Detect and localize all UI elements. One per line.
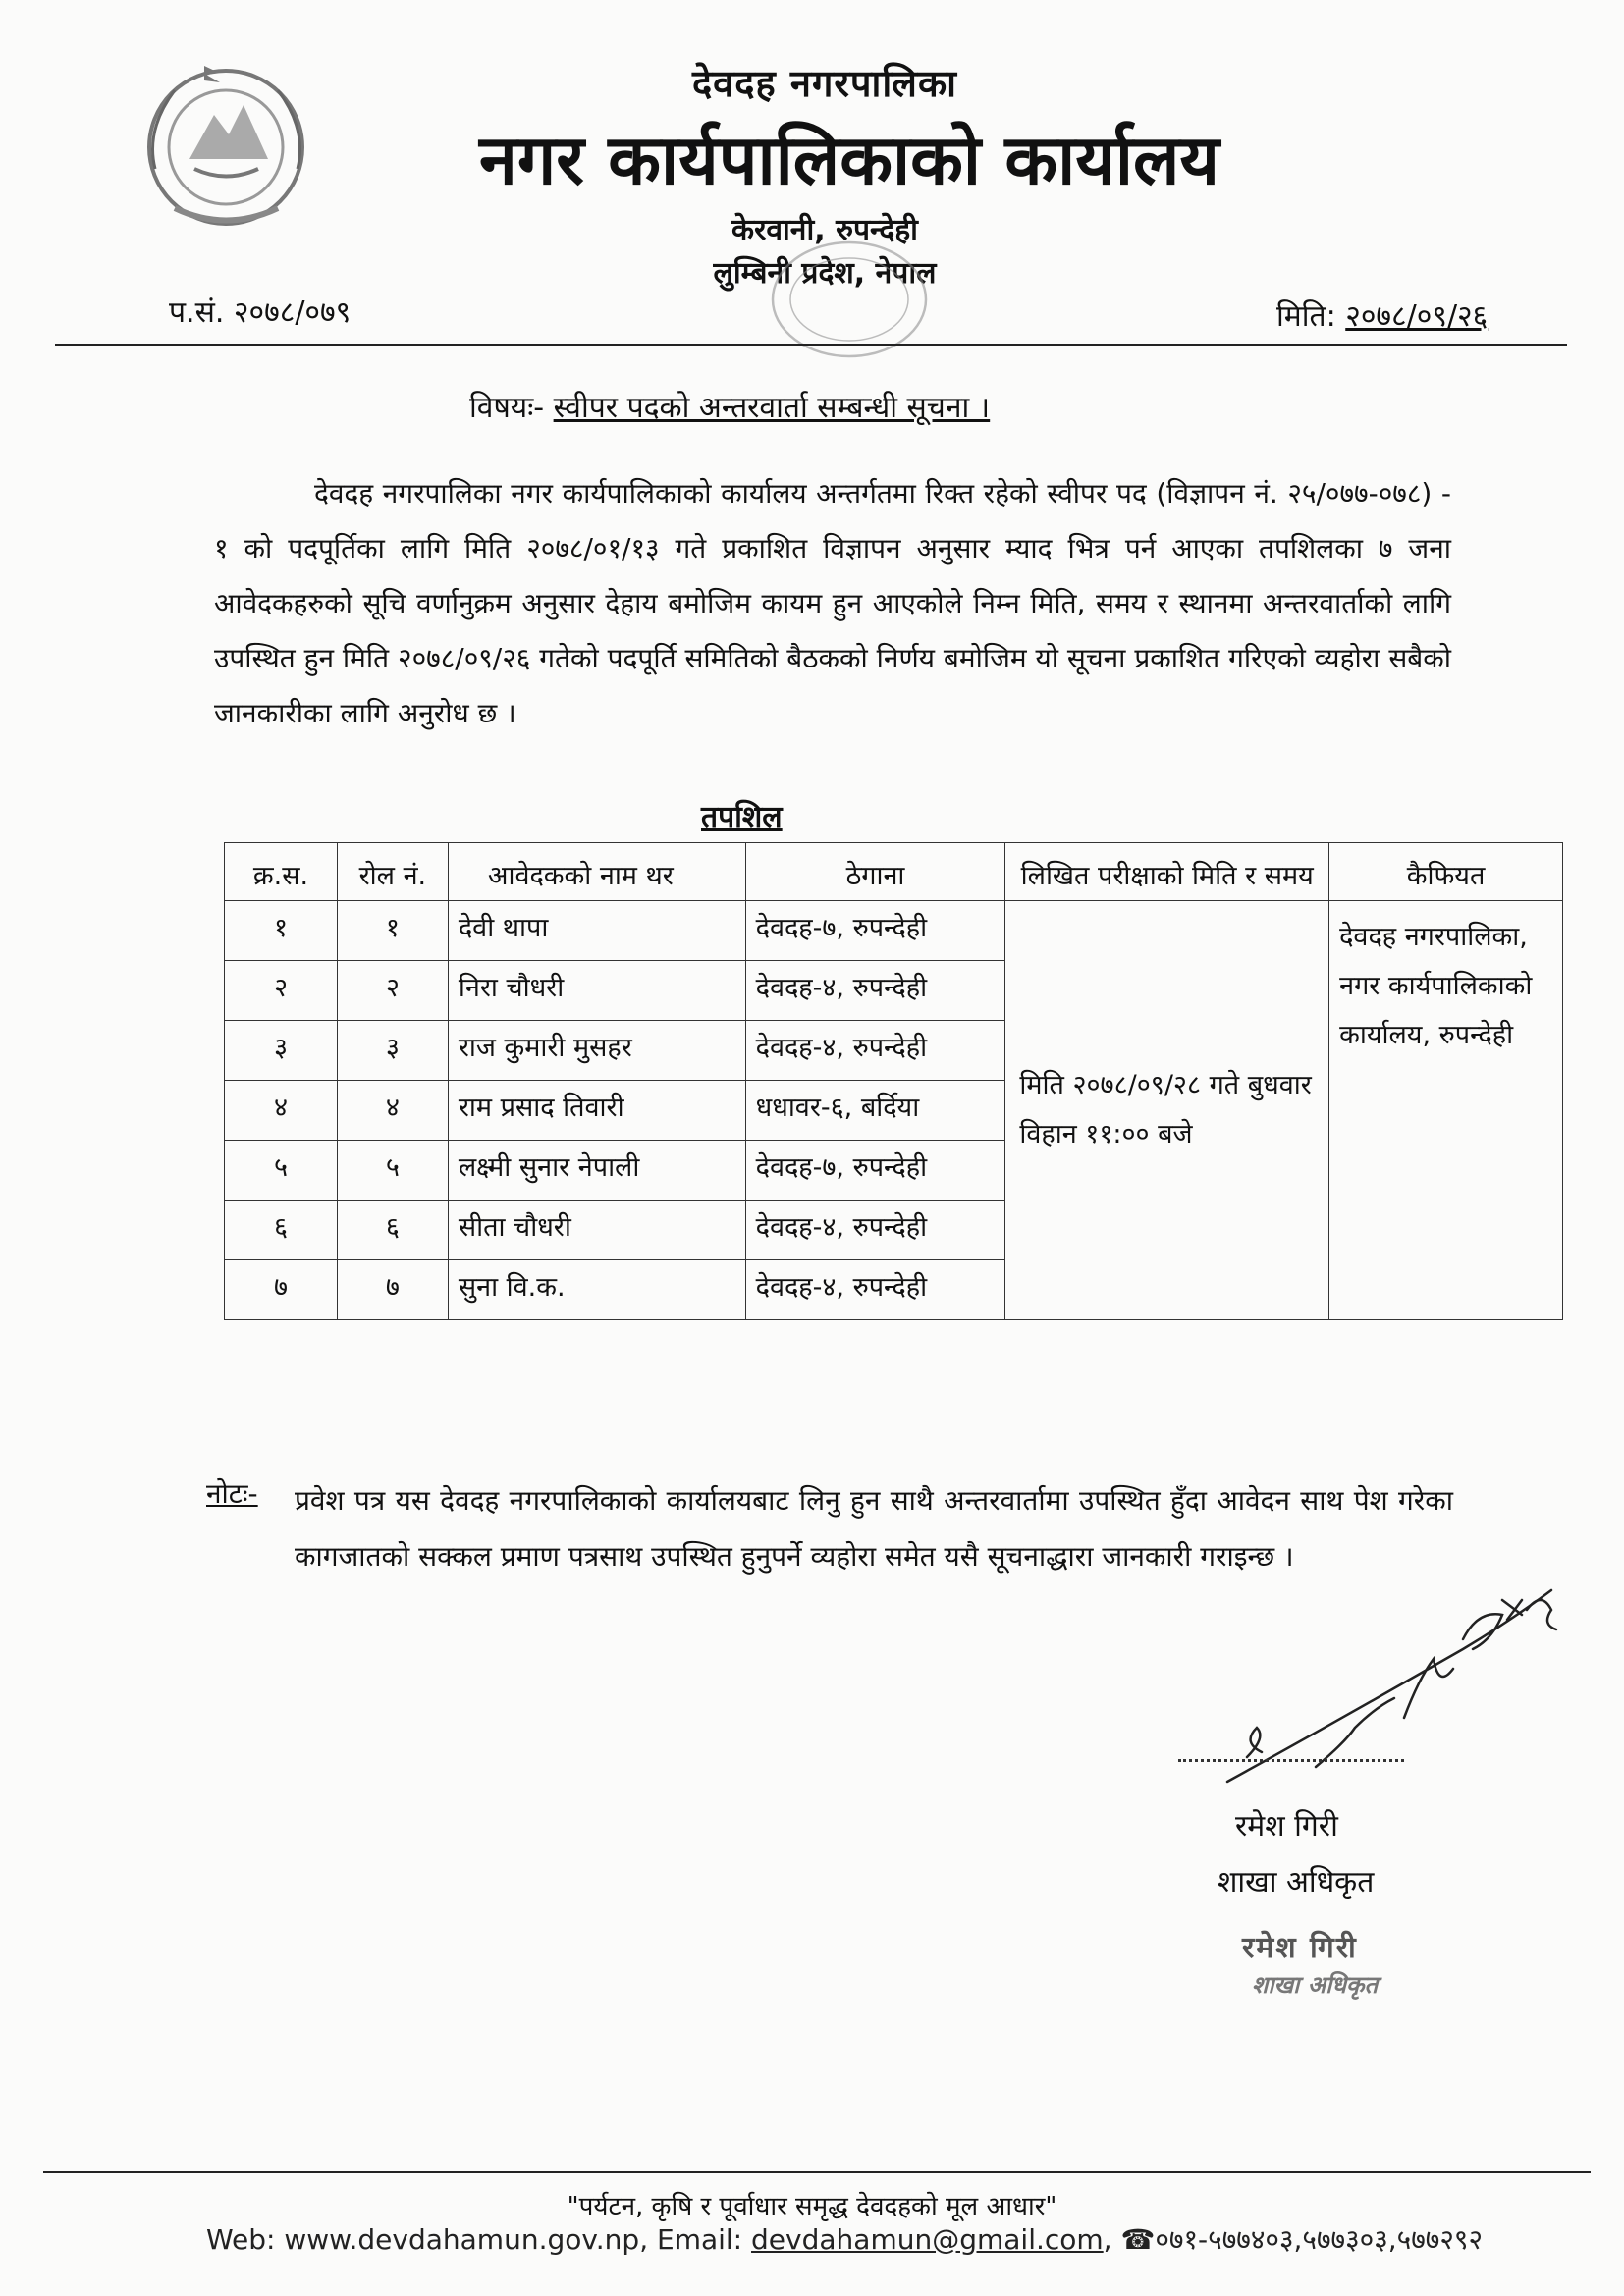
serial-cell: ४ xyxy=(225,1081,338,1141)
signatory-title: शाखा अधिकृत xyxy=(1218,1865,1375,1899)
roll-cell: १ xyxy=(337,901,448,961)
address-cell: देवदह-४, रुपन्देही xyxy=(745,1201,1005,1260)
exam-datetime-cell: मिति २०७८/०९/२८ गते बुधवार विहान ११:०० बजे xyxy=(1005,901,1329,1320)
address-cell: देवदह-४, रुपन्देही xyxy=(745,1260,1005,1320)
note-label: नोटः- xyxy=(206,1477,258,1510)
signatory-name: रमेश गिरी xyxy=(1235,1809,1338,1843)
subject-label: विषयः- xyxy=(469,391,545,425)
footer-motto: "पर्यटन, कृषि र पूर्वाधार समृद्ध देवदहको मूल आधार" xyxy=(567,2192,1057,2221)
table-title: तपशिल xyxy=(701,800,783,834)
header-divider xyxy=(55,344,1567,346)
address-line-1: केरवानी, रुपन्देही xyxy=(731,213,918,247)
serial-cell: ७ xyxy=(225,1260,338,1320)
serial-cell: १ xyxy=(225,901,338,961)
name-cell: लक्ष्मी सुनार नेपाली xyxy=(448,1141,745,1201)
date-label: मिति: xyxy=(1276,299,1336,334)
address-cell: देवदह-७, रुपन्देही xyxy=(745,901,1005,961)
government-emblem-icon xyxy=(135,61,317,233)
date-value: २०७८/०९/२६ xyxy=(1345,299,1489,334)
column-header: कैफियत xyxy=(1329,843,1563,901)
roll-cell: २ xyxy=(337,961,448,1021)
column-header: क्र.स. xyxy=(225,843,338,901)
column-header: लिखित परीक्षाको मिति र समय xyxy=(1005,843,1329,901)
address-line-2: लुम्बिनी प्रदेश, नेपाल xyxy=(713,256,937,291)
column-header: आवेदकको नाम थर xyxy=(448,843,745,901)
column-header: ठेगाना xyxy=(745,843,1005,901)
name-cell: राम प्रसाद तिवारी xyxy=(448,1081,745,1141)
address-cell: देवदह-७, रुपन्देही xyxy=(745,1141,1005,1201)
table-row xyxy=(225,901,1563,961)
applicant-table xyxy=(224,842,1563,1320)
subject-line xyxy=(469,386,990,426)
roll-cell: ४ xyxy=(337,1081,448,1141)
email-label: Email: xyxy=(657,2223,743,2256)
address-cell: देवदह-४, रुपन्देही xyxy=(745,961,1005,1021)
note-text: प्रवेश पत्र यस देवदह नगरपालिकाको कार्यालयबाट लिनु हुन साथै अन्तरवार्तामा उपस्थित हुँदा आवेदन साथ पेश गरेका कागजातको सक्कल प्रमाण पत्रसाथ उपस्थित हुनुपर्ने व्यहोरा समेत यसै सूचनाद्धारा जानकारी गराइन्छ । xyxy=(295,1484,1453,1573)
web-label: Web: xyxy=(205,2223,276,2256)
website-link[interactable]: www.devdahamun.gov.np xyxy=(284,2223,640,2256)
roll-cell: ३ xyxy=(337,1021,448,1081)
reference-number: प.सं. २०७८/०७९ xyxy=(169,295,352,330)
roll-cell: ७ xyxy=(337,1260,448,1320)
name-cell: राज कुमारी मुसहर xyxy=(448,1021,745,1081)
name-cell: सुना वि.क. xyxy=(448,1260,745,1320)
signature-line xyxy=(1178,1759,1404,1762)
name-cell: देवी थापा xyxy=(448,901,745,961)
roll-cell: ५ xyxy=(337,1141,448,1201)
address-cell: देवदह-४, रुपन्देही xyxy=(745,1021,1005,1081)
name-cell: सीता चौधरी xyxy=(448,1201,745,1260)
roll-cell: ६ xyxy=(337,1201,448,1260)
stamp-title: शाखा अधिकृत xyxy=(1252,1971,1379,1999)
email-link[interactable]: devdahamun@gmail.com xyxy=(751,2223,1104,2256)
serial-cell: ३ xyxy=(225,1021,338,1081)
office-name: नगर कार्यपालिकाको कार्यालय xyxy=(478,120,1220,200)
column-header: रोल नं. xyxy=(337,843,448,901)
remarks-cell: देवदह नगरपालिका, नगर कार्यपालिकाको कार्यालय, रुपन्देही xyxy=(1329,901,1563,1320)
table-header-row xyxy=(225,843,1563,901)
subject-text: स्वीपर पदको अन्तरवार्ता सम्बन्धी सूचना । xyxy=(553,391,991,425)
notice-body: देवदह नगरपालिका नगर कार्यपालिकाको कार्यालय अन्तर्गतमा रिक्त रहेको स्वीपर पद (विज्ञापन नं. २५/०७७-०७८) - १ को पदपूर्तिका लागि मिति २०७८/०१/१३ गते प्रकाशित विज्ञापन अनुसार म्याद भित्र पर्न आएका तपशिलका ७ जना आवेदकहरुको सूचि वर्णानुक्रम अनुसार देहाय बमोजिम कायम हुन आएकोले निम्न मिति, समय र स्थानमा अन्तरवार्ताको लागि उपस्थित हुन मिति २०७८/०९/२६ गतेको पदपूर्ति समितिको बैठकको निर्णय बमोजिम यो सूचना प्रकाशित गरिएको व्यहोरा सबैको जानकारीका लागि अनुरोध छ । xyxy=(214,477,1451,729)
footer-contact: Web: www.devdahamun.gov.np, Email: devdahamun@gmail.com, ☎०७१-५७७४०३,५७७३०३,५७७२९२ xyxy=(205,2223,1484,2256)
serial-cell: ६ xyxy=(225,1201,338,1260)
organization-name: देवदह नगरपालिका xyxy=(692,62,957,105)
issue-date xyxy=(1276,294,1488,335)
footer-divider xyxy=(43,2171,1591,2173)
handwritten-signature xyxy=(1208,1571,1561,1826)
phone-numbers: ☎०७१-५७७४०३,५७७३०३,५७७२९२ xyxy=(1120,2223,1484,2256)
address-cell: धधावर-६, बर्दिया xyxy=(745,1081,1005,1141)
serial-cell: २ xyxy=(225,961,338,1021)
stamp-name: रमेश गिरी xyxy=(1242,1931,1358,1965)
serial-cell: ५ xyxy=(225,1141,338,1201)
name-cell: निरा चौधरी xyxy=(448,961,745,1021)
